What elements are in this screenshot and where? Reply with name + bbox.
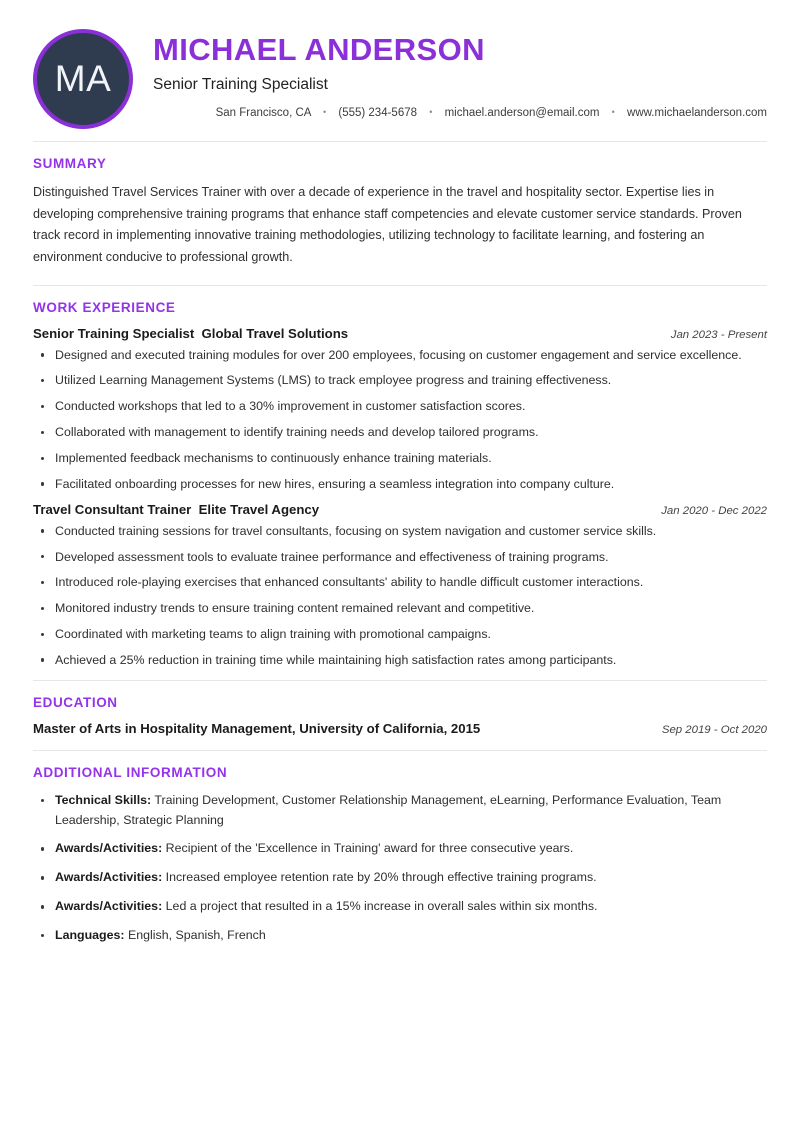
info-label: Awards/Activities: [55, 841, 163, 856]
list-item: Developed assessment tools to evaluate trainee performance and effectiveness of training programs. [33, 548, 767, 567]
additional-info-list [33, 791, 767, 946]
section-title-additional-information: ADDITIONAL INFORMATION [33, 764, 228, 780]
list-item [33, 897, 767, 917]
summary-text: Distinguished Travel Services Trainer with over a decade of experience in the travel and hospitality sector. Expertise lies in developing comprehensive training programs that enhance staff competencies and elevate customer service standards. Proven track record in implementing innovative training methodologies, utilizing technology to facilitate learning, and fostering an environment conducive to professional growth. [33, 185, 742, 264]
list-item: Coordinated with marketing teams to align training with promotional campaigns. [33, 625, 767, 644]
list-item [33, 839, 767, 859]
resume-header [33, 0, 767, 141]
section-work-experience [33, 286, 767, 670]
contact-line [153, 106, 767, 121]
info-value: Recipient of the 'Excellence in Training' award for three consecutive years. [165, 841, 574, 856]
header-main [153, 26, 767, 121]
job-bullet-list [33, 346, 767, 494]
list-item: Conducted workshops that led to a 30% improvement in customer satisfaction scores. [33, 397, 767, 416]
list-item [33, 926, 767, 946]
job-dates: Jan 2023 - Present [670, 328, 767, 341]
header-job-title: Senior Training Specialist [153, 75, 328, 93]
list-item: Conducted training sessions for travel consultants, focusing on system navigation and customer service skills. [33, 522, 767, 541]
section-education [33, 681, 767, 736]
list-item: Facilitated onboarding processes for new hires, ensuring a seamless integration into company culture. [33, 475, 767, 494]
info-label: Awards/Activities: [55, 899, 163, 914]
list-item: Collaborated with management to identify training needs and develop tailored programs. [33, 423, 767, 442]
info-label: Technical Skills: [55, 792, 152, 807]
section-title-education: EDUCATION [33, 694, 118, 710]
list-item: Introduced role-playing exercises that enhanced consultants' ability to handle difficult customer interactions. [33, 573, 767, 592]
list-item: Achieved a 25% reduction in training time while maintaining high satisfaction rates among participants. [33, 651, 767, 670]
job-bullet-list [33, 522, 767, 670]
contact-location: San Francisco, CA [215, 107, 311, 120]
section-additional-information [33, 751, 767, 946]
job-title-company: Travel Consultant Trainer Elite Travel Agency [33, 501, 320, 517]
job-dates: Jan 2020 - Dec 2022 [661, 504, 767, 517]
list-item [33, 868, 767, 888]
contact-website[interactable]: www.michaelanderson.com [627, 107, 767, 120]
education-dates: Sep 2019 - Oct 2020 [661, 723, 767, 736]
list-item: Monitored industry trends to ensure training content remained relevant and competitive. [33, 599, 767, 618]
job-header [33, 502, 767, 517]
section-title-summary: SUMMARY [33, 156, 107, 171]
job-entry [33, 502, 767, 670]
page-title: MICHAEL ANDERSON [153, 32, 485, 67]
info-label: Languages: [55, 927, 125, 942]
job-header [33, 326, 767, 341]
education-entry [33, 721, 767, 736]
info-value: Training Development, Customer Relationship Management, eLearning, Performance Evaluation, Team Leadership, Strategic Planning [55, 792, 722, 827]
list-item: Implemented feedback mechanisms to continuously enhance training materials. [33, 449, 767, 468]
avatar-wrapper [33, 29, 133, 129]
avatar: MA [33, 29, 133, 129]
contact-separator-icon: • [323, 107, 327, 118]
info-value: English, Spanish, French [128, 927, 266, 942]
job-title-company: Senior Training Specialist Global Travel Solutions [33, 325, 349, 341]
contact-email[interactable]: michael.anderson@email.com [444, 107, 600, 120]
job-entry [33, 326, 767, 494]
section-summary [33, 142, 767, 269]
list-item: Utilized Learning Management Systems (LMS) to track employee progress and training effectiveness. [33, 371, 767, 390]
info-value: Increased employee retention rate by 20% through effective training programs. [165, 870, 597, 885]
info-label: Awards/Activities: [55, 870, 163, 885]
contact-separator-icon: • [611, 107, 615, 118]
contact-phone[interactable]: (555) 234-5678 [338, 107, 418, 120]
list-item [33, 791, 767, 831]
list-item: Designed and executed training modules for over 200 employees, focusing on customer engagement and service excellence. [33, 346, 767, 365]
contact-separator-icon: • [429, 107, 433, 118]
education-degree: Master of Arts in Hospitality Management, University of California, 2015 [33, 720, 481, 736]
section-title-work-experience: WORK EXPERIENCE [33, 299, 176, 315]
info-value: Led a project that resulted in a 15% increase in overall sales within six months. [165, 899, 598, 914]
